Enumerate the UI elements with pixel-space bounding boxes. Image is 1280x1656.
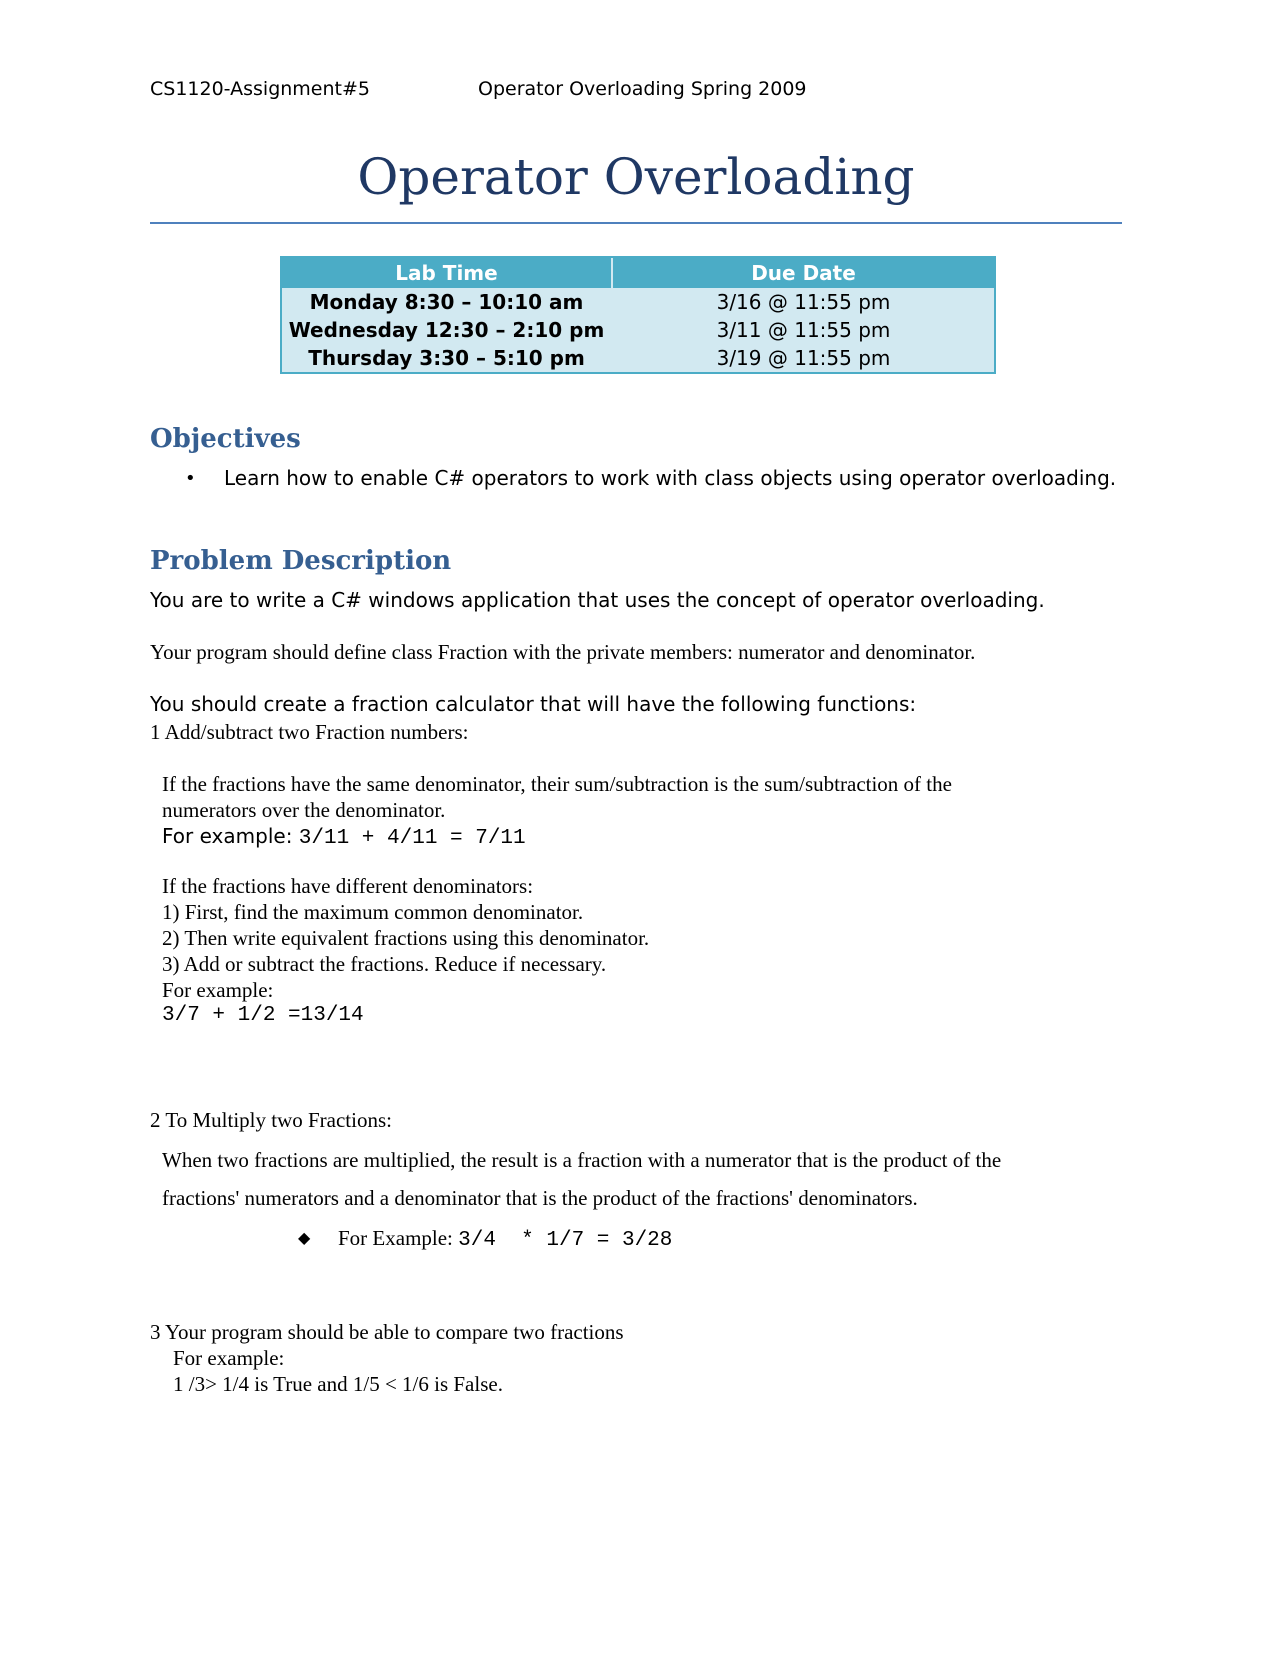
example-line — [162, 824, 526, 850]
document-header-topic: Operator Overloading Spring 2009 — [478, 78, 807, 100]
column-header-due-date: Due Date — [751, 261, 856, 285]
problem-paragraph: Your program should define class Fraction with the private members: numerator and denominator. — [150, 640, 976, 664]
example-label: For example: — [173, 1346, 285, 1370]
page-title: Operator Overloading — [357, 148, 915, 206]
different-denominator-intro: If the fractions have different denominators: — [162, 874, 534, 898]
function-1-title: 1 Add/subtract two Fraction numbers: — [150, 720, 469, 744]
example-label: For example: — [162, 978, 274, 1002]
step-item: 2) Then write equivalent fractions using this denominator. — [162, 926, 650, 950]
example-label: For Example: — [338, 1226, 459, 1250]
title-underline — [150, 222, 1122, 224]
schedule-table-header — [282, 258, 994, 288]
function-2-title: 2 To Multiply two Fractions: — [150, 1108, 392, 1132]
lab-time-cell: Monday 8:30 – 10:10 am — [309, 290, 584, 314]
multiply-description: When two fractions are multiplied, the result is a fraction with a numerator that is the product of the — [162, 1148, 1002, 1172]
example-code: 3/11 + 4/11 = 7/11 — [298, 827, 526, 850]
lab-time-cell: Thursday 3:30 – 5:10 pm — [308, 346, 585, 370]
function-3-title: 3 Your program should be able to compare two fractions — [150, 1320, 624, 1344]
compare-example: 1 /3> 1/4 is True and 1/5 < 1/6 is False. — [173, 1372, 503, 1396]
due-date-cell: 3/19 @ 11:55 pm — [716, 346, 891, 370]
same-denominator-rule: If the fractions have the same denominator, their sum/subtraction is the sum/subtraction of the — [162, 772, 952, 796]
column-header-lab-time: Lab Time — [395, 261, 498, 285]
example-code: 3/4 * 1/7 = 3/28 — [458, 1229, 673, 1252]
schedule-table — [280, 256, 996, 374]
diamond-bullet-icon: ◆ — [298, 1230, 311, 1247]
multiply-description: fractions' numerators and a denominator that is the product of the fractions' denominators. — [162, 1186, 918, 1210]
example-code: 3/7 + 1/2 =13/14 — [162, 1004, 364, 1027]
due-date-cell: 3/16 @ 11:55 pm — [716, 290, 891, 314]
example-label: For example: — [162, 824, 299, 848]
document-header-course: CS1120-Assignment#5 — [150, 78, 370, 100]
problem-description-heading: Problem Description — [150, 546, 452, 576]
step-item: 3) Add or subtract the fractions. Reduce if necessary. — [162, 952, 607, 976]
bullet-icon: • — [185, 468, 196, 489]
step-item: 1) First, find the maximum common denominator. — [162, 900, 584, 924]
example-line — [338, 1226, 672, 1252]
problem-paragraph: You should create a fraction calculator that will have the following functions: — [150, 692, 917, 716]
problem-paragraph: You are to write a C# windows application that uses the concept of operator overloading. — [150, 588, 1045, 612]
objective-item: Learn how to enable C# operators to work with class objects using operator overloading. — [224, 466, 1117, 490]
objectives-heading: Objectives — [150, 424, 301, 454]
due-date-cell: 3/11 @ 11:55 pm — [716, 318, 891, 342]
same-denominator-rule: numerators over the denominator. — [162, 798, 446, 822]
lab-time-cell: Wednesday 12:30 – 2:10 pm — [288, 318, 605, 342]
